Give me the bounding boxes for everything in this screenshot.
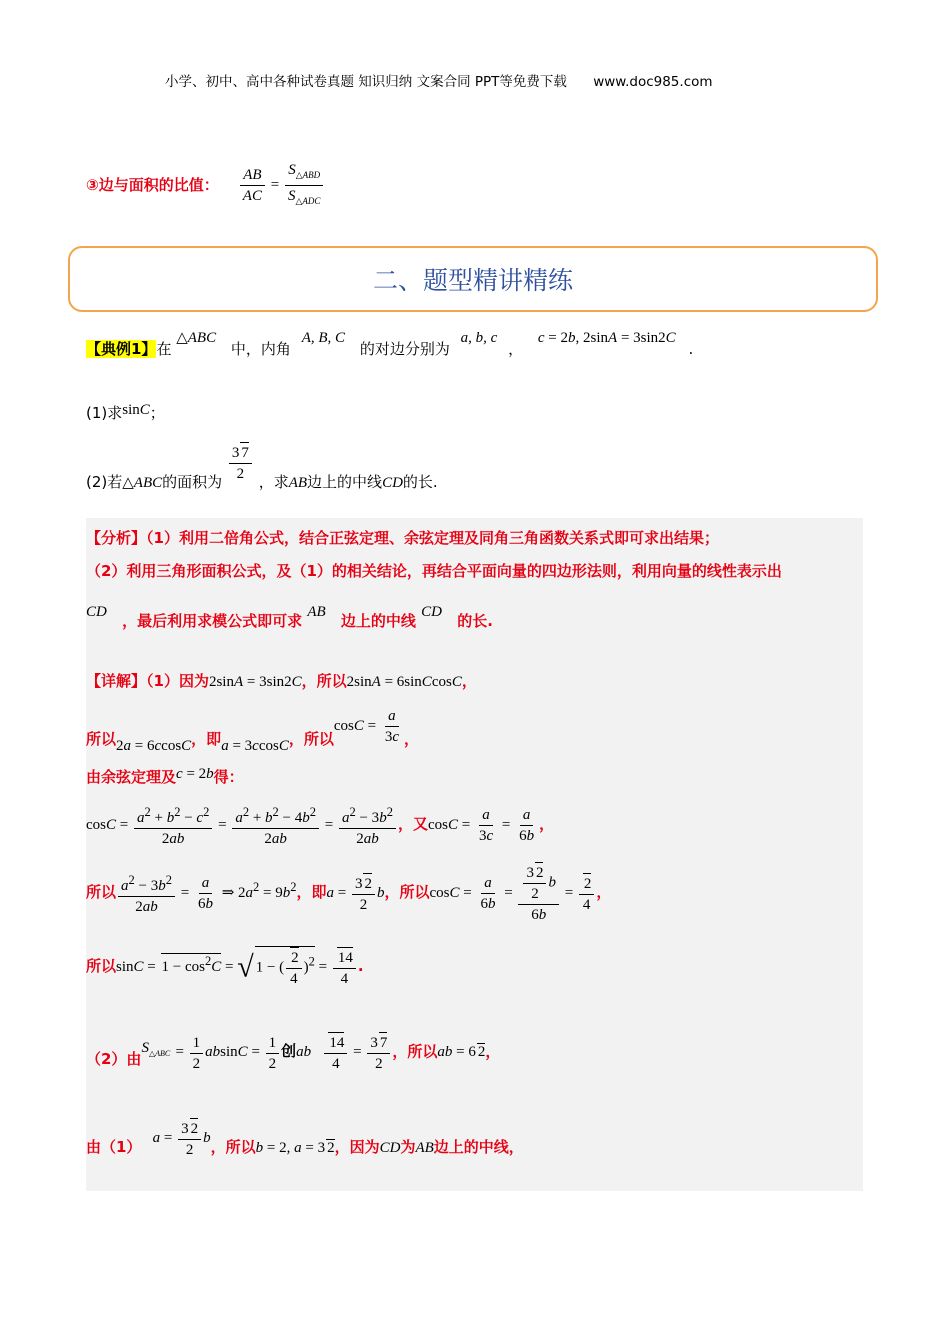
q2-text: ，求 [258, 472, 289, 491]
q1-text: ； [149, 404, 165, 422]
header-text: 小学、初中、高中各种试卷真题 知识归纳 文案合同 PPT等免费下载 [165, 74, 567, 90]
analysis-text: ，最后利用求模公式即可求 [122, 612, 303, 630]
detail-text: ，所以 [301, 672, 347, 690]
q2-text: 的面积为 [162, 472, 223, 491]
detail-text: ， [485, 1042, 501, 1061]
analysis-text: 边上的中线 [340, 612, 416, 630]
analysis-line-1: 【分析】（1）利用二倍角公式，结合正弦定理、余弦定理及同角三角函数关系式即可求出结果； [86, 529, 719, 547]
detail-text: （2）由 [86, 1050, 142, 1069]
example-text: . [688, 340, 694, 358]
detail-text: 边上的中线， [433, 1138, 524, 1157]
detail-text: . [357, 956, 364, 975]
section-title: 二、题型精讲精练 [372, 266, 573, 295]
detail-line-8: 由（1） a = $\frac{3 2}{2}$ b，所以b = 2, a = 3 2，因为CD为AB边上的中线， [86, 1118, 524, 1160]
example-text: 中，内角 [230, 340, 291, 358]
detail-line-2: 所以2a = 6ccosC，即a = 3ccosC，所以cosC = $\frac{a}{3c}$ ， [86, 708, 420, 754]
analysis-line-3: CD ，最后利用求模公式即可求 AB 边上的中线 CD 的长. [86, 604, 493, 630]
question-1: (1)求sinC； [86, 402, 165, 422]
ratio-formula: $\frac{AB}{AC}$ = $\frac{S_{\triangle ABD}}{S_{\triangle ADC}}$ [238, 177, 326, 193]
detail-text: ，又 [397, 814, 428, 833]
detail-text: ，所以 [392, 1042, 438, 1061]
q2-text: (2)若 [86, 472, 123, 491]
detail-text: ， [539, 814, 555, 833]
section-title-box [68, 246, 878, 312]
example-text: ， [508, 340, 524, 358]
page-header [165, 70, 713, 90]
analysis-line-2: （2）利用三角形面积公式，及（1）的相关结论，再结合平面向量的四边形法则，利用向量的线性表示出 [86, 562, 782, 580]
example-text: 的对边分别为 [359, 340, 450, 358]
detail-text: ， [596, 882, 612, 901]
detail-text: ， [404, 729, 420, 748]
garbled-glyph: 创 [281, 1042, 297, 1061]
analysis-text: 的长. [457, 612, 493, 630]
detail-text: 为 [400, 1138, 416, 1157]
detail-line-3: 由余弦定理及c = 2b得： [86, 766, 244, 786]
detail-text: 得： [213, 768, 244, 786]
detail-text: ，即 [296, 882, 327, 901]
detail-text: 由（1） [86, 1138, 142, 1157]
detail-line-5: 所以 $\frac{a^2 - 3b^2}{2ab}$ = $\frac{a}{6b}$ ⇒ $2a^2 = 9b^2$，即a = $\frac{3 2}{2}$ b，所以cosC = $\frac{a}{6b}$ = $\frac{3 2}{2}$ b 6b = $\frac{2}{4}$ ， [86, 862, 611, 925]
q1-text: (1)求 [86, 404, 123, 422]
detail-line-7: （2）由$S_{\triangle ABC}$ = $\frac{1}{2}$ absinC = $\frac{1}{2}$ 创ab $\frac{14}{4}$ = $\frac{3 7}{2}$ ，所以ab = 6 2， [86, 1032, 500, 1074]
detail-text: 所以 [86, 882, 117, 901]
detail-text: ，所以 [384, 882, 430, 901]
question-2: (2)若△ABC的面积为 $\frac{3 7}{2}$ ，求AB边上的中线CD的长. [86, 434, 438, 476]
ratio-item [86, 160, 325, 211]
detail-text: ，所以 [288, 729, 334, 748]
detail-text: 所以 [86, 956, 117, 975]
detail-text: ，即 [191, 729, 222, 748]
detail-text: ，所以 [210, 1138, 256, 1157]
detail-text: 【详解】（1）因为 [86, 672, 209, 690]
header-url[interactable]: www.doc985.com [593, 74, 713, 90]
detail-text: 由余弦定理及 [86, 768, 177, 786]
detail-line-6: 所以$\sin C = 1 - \cos^2C$ = √ 1 − ( $\frac{2}{4}$ )$^2$ = $\frac{14}{4}$ . [86, 946, 364, 989]
q2-text: 的长. [402, 472, 438, 491]
example-tag: 【典例1】 [86, 340, 157, 358]
example-statement: 【典例1】在 △ABC 中，内角 A, B, C 的对边分别为 a, b, c ， c = 2b, 2sinA = 3sin2C . [86, 330, 694, 358]
detail-line-1: 【详解】（1）因为2sinA = 3sin2C，所以2sinA = 6sinCcosC， [86, 672, 477, 690]
detail-text: ， [461, 672, 477, 690]
example-text: 在 [156, 340, 172, 358]
q2-text: 边上的中线 [307, 472, 383, 491]
detail-line-4: cosC = $\frac{a^2 + b^2 - c^2}{2ab}$ = $\frac{a^2 + b^2 - 4b^2}{2ab}$ = $\frac{a^2 - 3b^2}{2ab}$ ，又cosC = $\frac{a}{3c}$ = $\frac{a}{6b}$ ， [86, 802, 554, 849]
detail-text: 所以 [86, 729, 117, 748]
detail-text: ，因为 [334, 1138, 380, 1157]
ratio-label: ③边与面积的比值： [86, 175, 219, 194]
